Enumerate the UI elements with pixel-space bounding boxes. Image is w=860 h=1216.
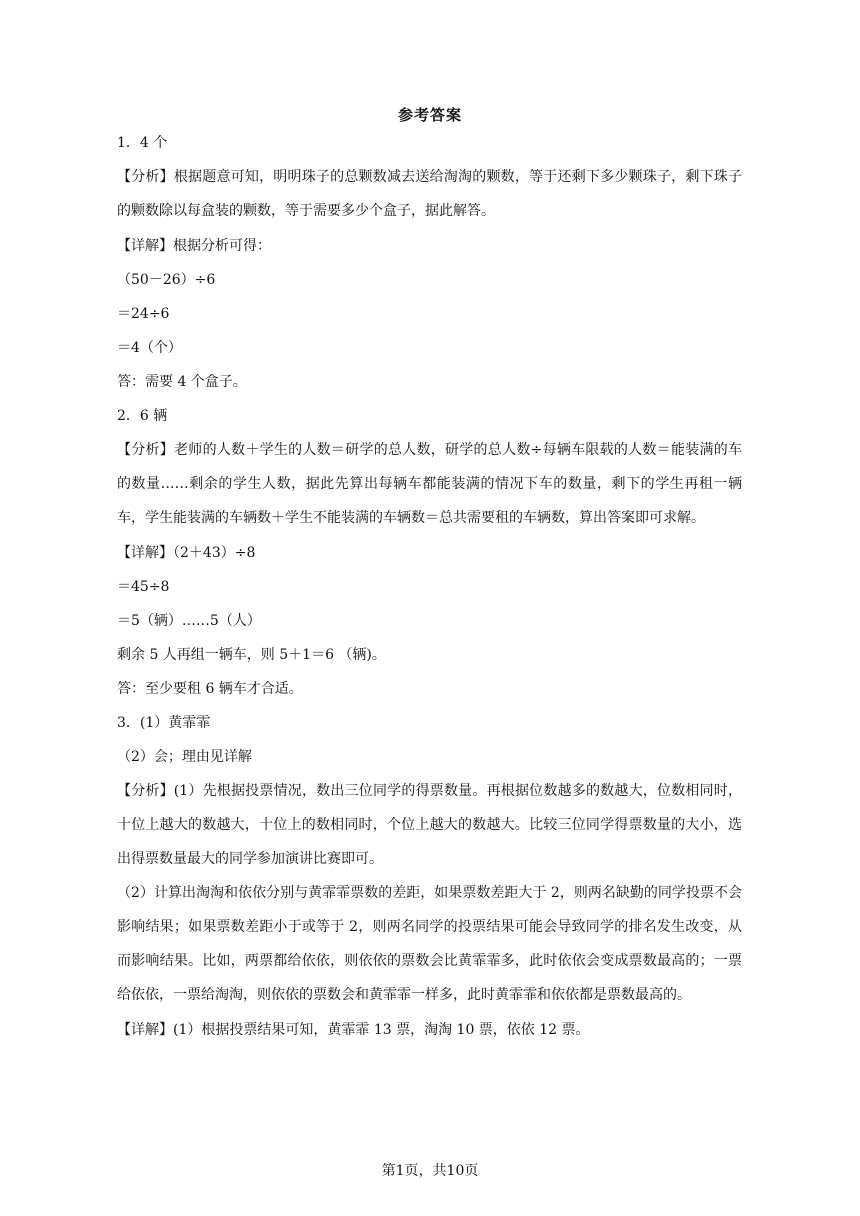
answer-3-analysis-2: （2）计算出淘淘和依依分别与黄霏霏票数的差距，如果票数差距大于 2，则两名缺勤的同学投票不会影响结果；如果票数差距小于或等于 2，则两名同学的投票结果可能会导致同学的排名发生改变，从而影响结果。比如，两票都给依依，则依依的票数会比黄霏霏多，此时依依会变成票数最高的；一票给依依，一票给淘淘，则依依的票数会和黄霏霏一样多，此时黄霏霏和依依都是票数最高的。 xyxy=(117,885,742,1003)
answer-2-analysis: 【分析】老师的人数＋学生的人数＝研学的总人数，研学的总人数÷每辆车限载的人数＝能装满的车的数量……剩余的学生人数，据此先算出每辆车都能装满的情况下车的数量，剩下的学生再租一辆车，学生能装满的车辆数＋学生不能装满的车辆数＝总共需要租的车辆数，算出答案即可求解。 xyxy=(117,442,742,526)
answer-1-detail-label: 【详解】根据分析可得： xyxy=(117,238,271,254)
answer-2-remainder: 剩余 5 人再组一辆车，则 5＋1＝6 （辆)。 xyxy=(117,647,386,663)
answer-3-detail: 【详解】(1）根据投票结果可知，黄霏霏 13 票，淘淘 10 票，依依 12 票。 xyxy=(117,1022,590,1038)
answer-2-detail: 【详解】（2＋43）÷8 xyxy=(117,545,256,561)
answer-2-step-3: ＝5（辆）……5（人） xyxy=(117,613,261,629)
page-title: 参考答案 xyxy=(397,106,462,124)
answer-2-reply: 答：至少要租 6 辆车才合适。 xyxy=(117,681,303,697)
answer-1-step-1: （50－26）÷6 xyxy=(117,272,216,288)
answer-1-heading: 1．4 个 xyxy=(117,135,168,151)
answer-2-step-2: ＝45÷8 xyxy=(117,579,170,595)
page-footer: 第1页，共10页 xyxy=(381,1163,479,1179)
answer-1-step-3: ＝4（个） xyxy=(117,340,182,356)
answer-1-step-2: ＝24÷6 xyxy=(117,306,170,322)
answer-1-reply: 答：需要 4 个盒子。 xyxy=(117,374,247,390)
answer-2-heading: 2．6 辆 xyxy=(117,408,168,424)
answer-3-analysis-1: 【分析】(1）先根据投票情况，数出三位同学的得票数量。再根据位数越多的数越大，位数相同时，十位上越大的数越大，十位上的数相同时，个位上越大的数越大。比较三位同学得票数量的大小，选出得票数量最大的同学参加演讲比赛即可。 xyxy=(117,783,742,867)
answer-1-analysis: 【分析】根据题意可知，明明珠子的总颗数减去送给淘淘的颗数，等于还剩下多少颗珠子，剩下珠子的颗数除以每盒装的颗数，等于需要多少个盒子，据此解答。 xyxy=(117,169,742,219)
answer-3-part-1: 3．(1）黄霏霏 xyxy=(117,715,211,731)
answer-3-part-2: （2）会；理由见详解 xyxy=(117,749,252,765)
answer-content xyxy=(117,133,742,1054)
